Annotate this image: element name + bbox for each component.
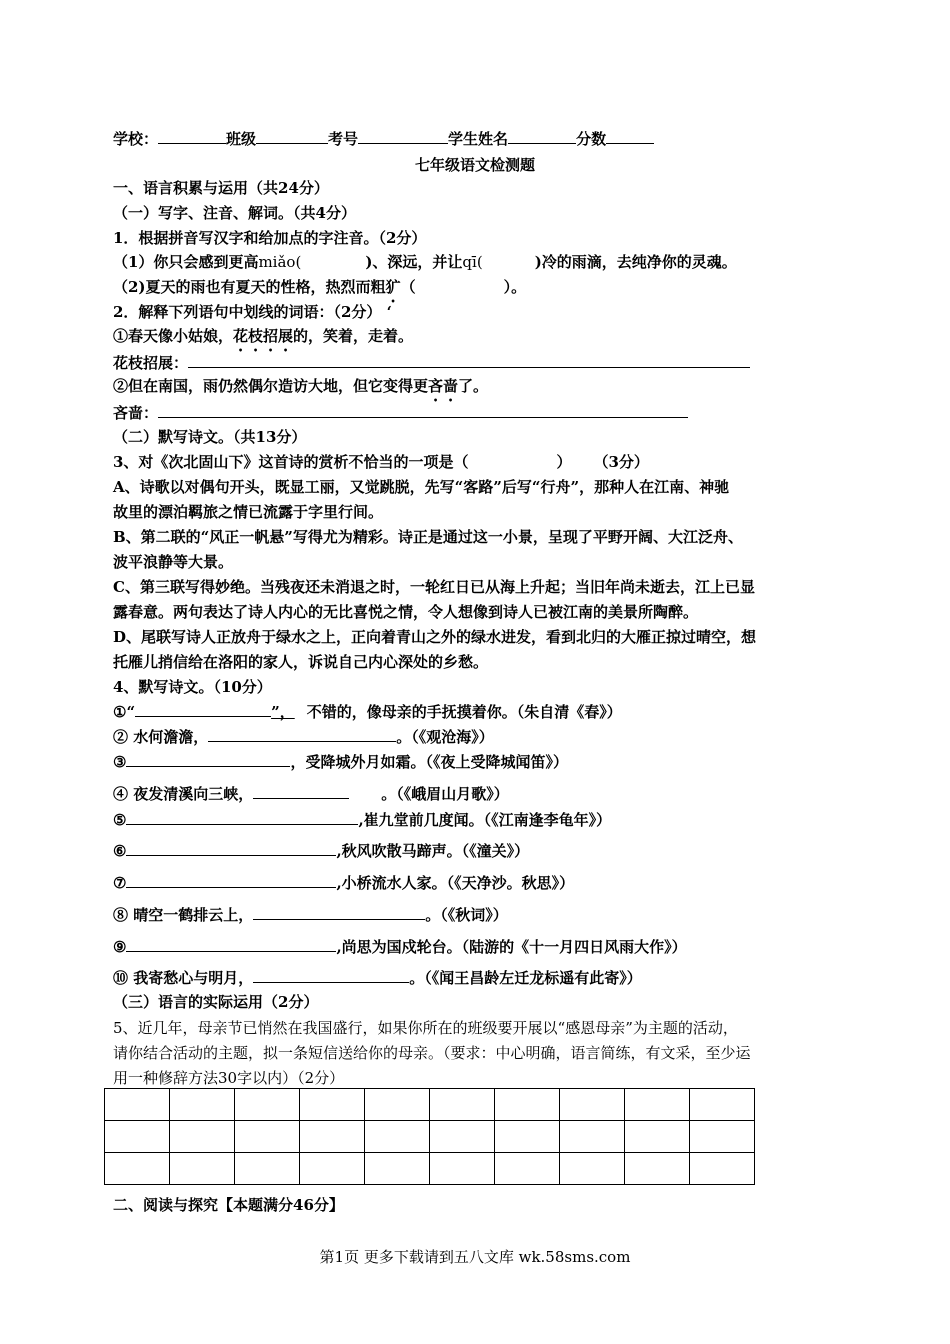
q3-optC-l2: 露春意。两句表达了诗人内心的无比喜悦之情，令人想像到诗人已被江南的美景所陶醉。 <box>113 603 699 621</box>
q4-item8 <box>113 904 508 925</box>
q1-line1 <box>113 252 737 272</box>
q2-stem: 2．解释下列语句中划线的词语：（2分） ‘ <box>113 303 392 321</box>
class-label: 班级 <box>226 130 257 148</box>
grid-row <box>105 1121 755 1153</box>
q4-i7-b: ,小桥流水人家。（《天净沙。秋思》） <box>336 874 575 892</box>
q4-i3-a: ③ <box>113 753 127 771</box>
q3-optD-l2: 托雁儿捎信给在洛阳的家人，诉说自己内心深处的乡愁。 <box>113 653 489 671</box>
q4-i6-b: ,秋风吹散马蹄声。（《潼关》） <box>336 842 530 860</box>
q4-i9-a: ⑨ <box>113 938 127 956</box>
q5-line2: 请你结合活动的主题，拟一条短信送给你的母亲。（要求：中心明确，语言简练，有文采，至少运 <box>113 1044 751 1062</box>
q4-i7-a: ⑦ <box>113 874 127 892</box>
q2-s2-b: 了。 <box>458 377 489 395</box>
grid-cell[interactable] <box>625 1121 690 1153</box>
q2-s2-a: ②但在南国，雨仍然偶尔造访大地，但它变得更 <box>113 377 429 395</box>
section1-heading: 一、语言积累与运用（共24分） <box>113 179 329 197</box>
q3-stem <box>113 452 649 472</box>
score-blank[interactable] <box>606 128 654 144</box>
grid-cell[interactable] <box>170 1121 235 1153</box>
answer-grid[interactable] <box>104 1088 755 1185</box>
term2-label: 吝啬： <box>113 404 159 422</box>
term1-label: 花枝招展： <box>113 354 189 372</box>
q3-stem-a: 3、对《次北固山下》这首诗的赏析不恰当的一项是（ <box>113 453 469 471</box>
grid-cell[interactable] <box>170 1089 235 1121</box>
q2-sentence2 <box>113 376 488 405</box>
q1-stem: 1．根据拼音写汉字和给加点的字注音。（2分） <box>113 229 427 247</box>
student-name-blank[interactable] <box>508 128 576 144</box>
q2-sentence1 <box>113 326 413 355</box>
class-blank[interactable] <box>256 128 328 144</box>
term2-answer-line[interactable] <box>158 402 688 418</box>
q4-i5-blank[interactable] <box>126 809 358 825</box>
grid-cell[interactable] <box>625 1153 690 1185</box>
grid-row <box>105 1153 755 1185</box>
grid-cell[interactable] <box>365 1089 430 1121</box>
q3-optB-l1: B、第二联的“风正一帆悬”写得尤为精彩。诗正是通过这一小景，呈现了平野开阔、大江泛舟、 <box>113 528 743 546</box>
page-title: 七年级语文检测题 <box>414 156 535 174</box>
grid-cell[interactable] <box>560 1121 625 1153</box>
q4-i4-b: 。（《峨眉山月歌》） <box>381 785 509 803</box>
q4-i10-a: ⑩ 我寄愁心与明月， <box>113 969 254 987</box>
q1-line1-end: )冷的雨滴，去纯净你的灵魂。 <box>534 253 737 271</box>
q4-item4 <box>113 783 509 804</box>
dotted-word-huazhi: 花枝招展 <box>233 327 294 345</box>
q4-i2-blank[interactable] <box>208 726 396 742</box>
q1-line2-paren: （ <box>400 278 416 296</box>
q5-line1: 5、近几年，母亲节已悄然在我国盛行，如果你所在的班级要开展以“感恩母亲”为主题的活动， <box>113 1019 738 1037</box>
grid-cell[interactable] <box>170 1153 235 1185</box>
q4-item6 <box>113 840 529 861</box>
q5-line3: 用一种修辞方法30字以内）（2分） <box>113 1069 345 1087</box>
q3-optC-l1: C、第三联写得妙绝。当残夜还未消退之时，一轮红日已从海上升起；当旧年尚未逝去，江上已显 <box>113 578 755 596</box>
grid-cell[interactable] <box>300 1121 365 1153</box>
q3-stem-b: ） <box>556 453 572 471</box>
q4-i4-a: ④ 夜发清溪向三峡， <box>113 785 254 803</box>
part2-heading: （二）默写诗文。（共13分） <box>113 428 307 446</box>
q4-i4-blank[interactable] <box>253 783 349 799</box>
grid-row <box>105 1089 755 1121</box>
q4-stem: 4、默写诗文。（10分） <box>113 678 272 696</box>
grid-cell[interactable] <box>495 1089 560 1121</box>
q4-i7-blank[interactable] <box>126 872 336 888</box>
grid-cell[interactable] <box>690 1121 755 1153</box>
dotted-word-linse: 吝啬 <box>428 377 459 395</box>
grid-cell[interactable] <box>105 1153 170 1185</box>
grid-cell[interactable] <box>560 1153 625 1185</box>
section2-heading: 二、阅读与探究【本题满分46分】 <box>113 1196 344 1214</box>
q4-i8-a: ⑧ 晴空一鹤排云上， <box>113 906 254 924</box>
q4-i8-blank[interactable] <box>253 904 425 920</box>
grid-cell[interactable] <box>430 1089 495 1121</box>
q4-item1 <box>113 701 622 722</box>
q4-i10-blank[interactable] <box>253 967 409 983</box>
q2-term1-row <box>113 352 750 373</box>
q1-line1-mid: )、深远，并让 <box>365 253 463 271</box>
pinyin-qi: qī( <box>462 253 483 271</box>
part3-heading: （三）语言的实际运用（2分） <box>113 993 319 1011</box>
q3-optA-l2: 故里的漂泊羁旅之情已流露于字里行间。 <box>113 503 384 521</box>
grid-cell[interactable] <box>430 1121 495 1153</box>
grid-cell[interactable] <box>495 1153 560 1185</box>
q2-term2-row <box>113 402 688 423</box>
header-fields <box>113 128 654 149</box>
q1-line2-text: （2)夏天的雨也有夏天的性格，热烈而粗 <box>113 278 386 296</box>
q4-i2-a: ② 水何澹澹， <box>113 728 209 746</box>
grid-cell[interactable] <box>235 1153 300 1185</box>
q4-i6-a: ⑥ <box>113 842 127 860</box>
q3-optA-l1: A、诗歌以对偶句开头，既显工丽，又觉跳脱，先写“客路”后写“行舟”，那种人在江南、神驰 <box>113 478 730 496</box>
q4-item7 <box>113 872 574 893</box>
term1-answer-line[interactable] <box>188 352 750 368</box>
q2-s1-a: ①春天像小姑娘， <box>113 327 234 345</box>
grid-cell[interactable] <box>495 1121 560 1153</box>
q1-line1-text: （1）你只会感到更高 <box>113 253 259 271</box>
q2-s1-b: 的，笑着，走着。 <box>293 327 414 345</box>
pinyin-miao: miǎo( <box>258 253 302 271</box>
q4-i5-a: ⑤ <box>113 811 127 829</box>
q3-optD-l1: D、尾联写诗人正放舟于绿水之上，正向着青山之外的绿水进发，看到北归的大雁正掠过晴空，想 <box>113 628 757 646</box>
q4-i2-b: 。（《观沧海》） <box>396 728 494 746</box>
exam-no-label: 考号 <box>328 130 359 148</box>
grid-cell[interactable] <box>430 1153 495 1185</box>
grid-cell[interactable] <box>105 1121 170 1153</box>
q4-i3-blank[interactable] <box>126 751 290 767</box>
grid-cell[interactable] <box>365 1153 430 1185</box>
q4-i3-b: ，受降城外月如霜。（《夜上受降城闻笛》） <box>290 753 568 771</box>
q4-i9-b: ,尚思为国戍轮台。（陆游的《十一月四日风雨大作》） <box>336 938 687 956</box>
q4-i6-blank[interactable] <box>126 840 336 856</box>
grid-cell[interactable] <box>300 1089 365 1121</box>
part1-heading: （一）写字、注音、解词。（共4分） <box>113 204 356 222</box>
grid-cell[interactable] <box>300 1153 365 1185</box>
dotted-char-guang: 犷 <box>385 278 401 296</box>
q1-line2-end: ）。 <box>503 278 527 296</box>
grid-cell[interactable] <box>105 1089 170 1121</box>
q4-i10-b: 。（《闻王昌龄左迁龙标遥有此寄》） <box>409 969 642 987</box>
grid-cell[interactable] <box>235 1121 300 1153</box>
exam-no-blank[interactable] <box>358 128 448 144</box>
grid-cell[interactable] <box>690 1153 755 1185</box>
q4-item9 <box>113 936 687 957</box>
grid-cell[interactable] <box>690 1089 755 1121</box>
grid-cell[interactable] <box>560 1089 625 1121</box>
grid-cell[interactable] <box>625 1089 690 1121</box>
school-blank[interactable] <box>158 128 226 144</box>
q4-item5 <box>113 809 611 830</box>
q4-i1-c: 不错的，像母亲的手抚摸着你。（朱自清《春》） <box>306 703 622 721</box>
q4-item2 <box>113 726 494 747</box>
q4-i1-a: ①“ <box>113 703 136 721</box>
page-footer: 第1页 更多下载请到五八文库 wk.58sms.com <box>319 1248 631 1266</box>
q4-item3 <box>113 751 568 772</box>
q4-i1-b: ”， <box>271 703 295 721</box>
q4-i5-b: ,崔九堂前几度闻。（《江南逢李龟年》） <box>358 811 612 829</box>
score-label: 分数 <box>576 130 607 148</box>
student-name-label: 学生姓名 <box>448 130 509 148</box>
grid-cell[interactable] <box>235 1089 300 1121</box>
q4-i1-blank[interactable] <box>135 701 271 717</box>
q3-optB-l2: 波平浪静等大景。 <box>113 553 234 571</box>
q4-i9-blank[interactable] <box>126 936 336 952</box>
q3-points: （3分） <box>593 453 649 471</box>
q4-i8-b: 。（《秋词》） <box>425 906 508 924</box>
grid-cell[interactable] <box>365 1121 430 1153</box>
school-label: 学校： <box>113 130 159 148</box>
q4-item10 <box>113 967 642 988</box>
